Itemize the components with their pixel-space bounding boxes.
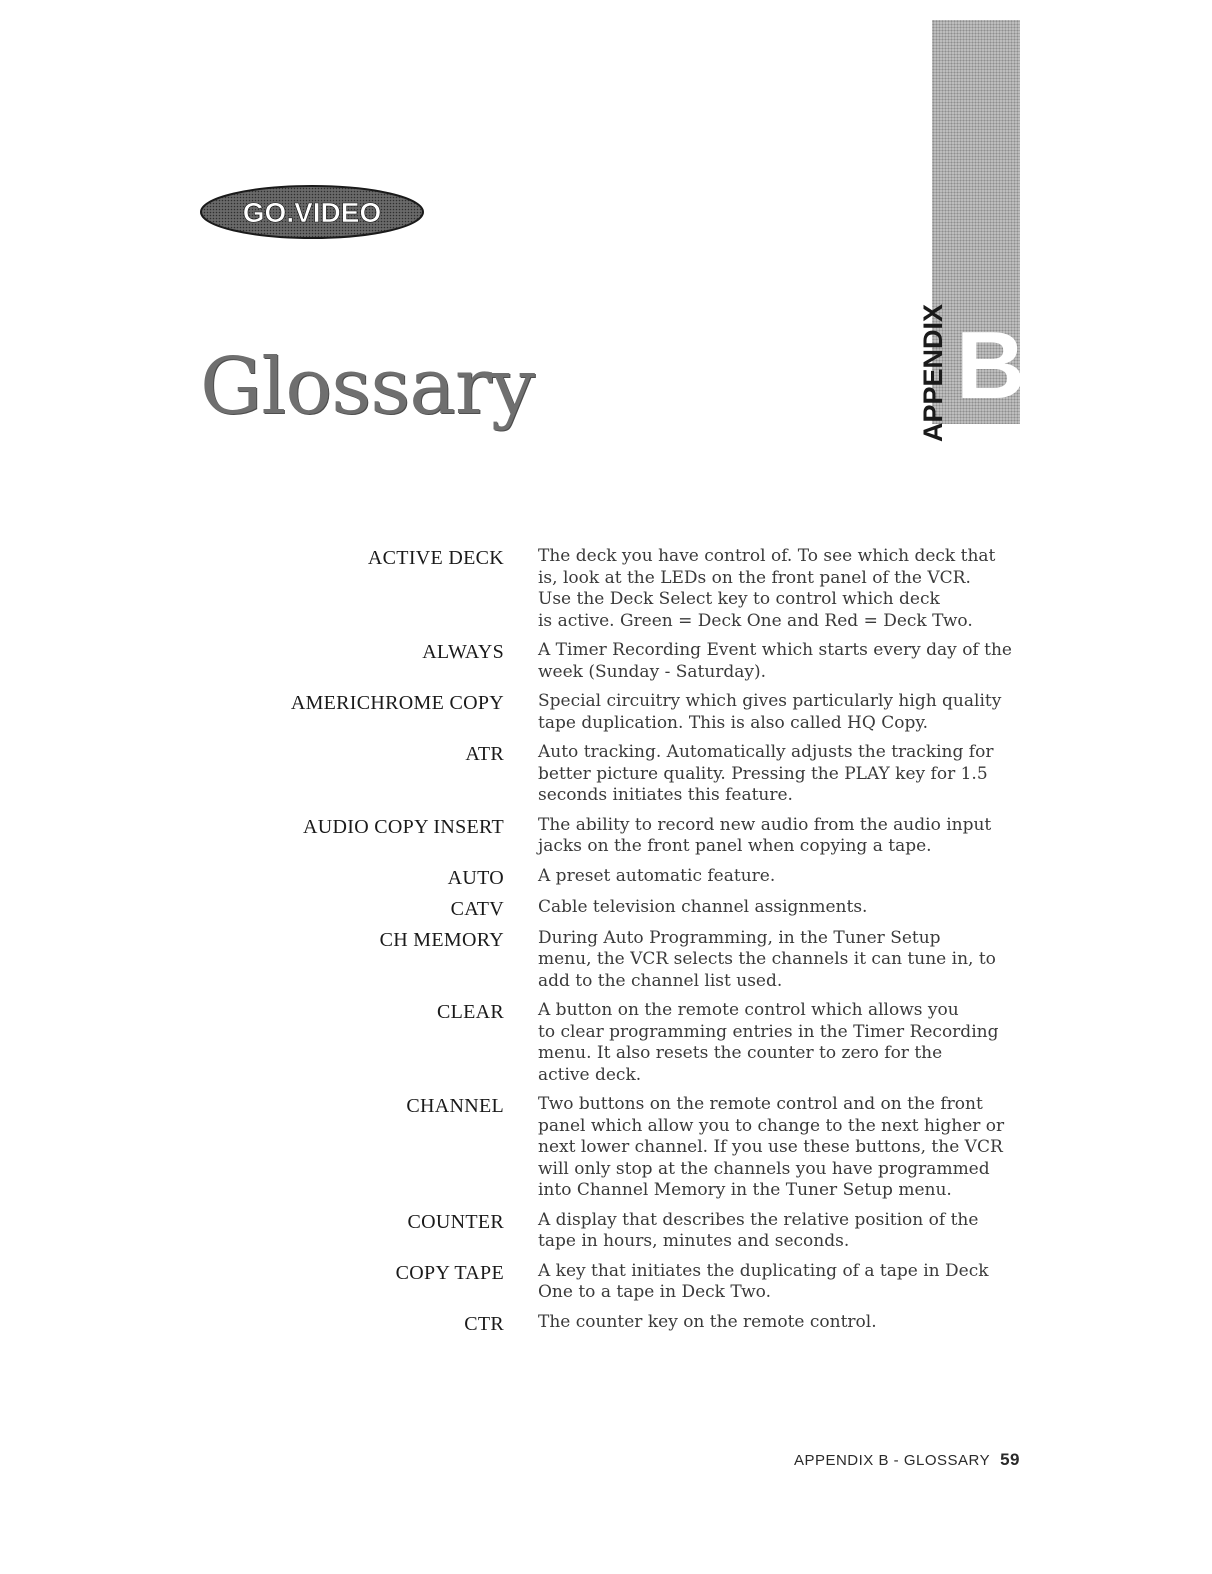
glossary-entry (200, 640, 1040, 683)
glossary-definition: A button on the remote control which allows you to clear programming entries in the Timer Recording menu. It also resets the counter to zero for the active deck. (538, 1000, 999, 1085)
glossary-definition: The deck you have control of. To see which deck that is, look at the LEDs on the front panel of the VCR. Use the Deck Select key to control which deck is active. Green = Deck One and Red = Deck Two. (538, 546, 996, 631)
glossary-definition: A preset automatic feature. (538, 865, 776, 886)
glossary-definition: A display that describes the relative position of the tape in hours, minutes and seconds. (538, 1209, 979, 1251)
glossary-term: AMERICHROME COPY (290, 692, 504, 714)
glossary-entry (200, 691, 1040, 734)
go-video-logo-graphic (200, 184, 424, 240)
glossary-definition: Cable television channel assignments. (538, 896, 868, 917)
glossary-definition: The ability to record new audio from the audio input jacks on the front panel when copying a tape. (538, 814, 992, 856)
glossary-definition: A key that initiates the duplicating of a tape in Deck One to a tape in Deck Two. (538, 1260, 989, 1302)
glossary-term: CLEAR (436, 1001, 504, 1023)
page-footer (794, 1450, 1020, 1470)
footer-label: APPENDIX B - GLOSSARY (793, 1452, 991, 1469)
glossary-term: ALWAYS (422, 641, 504, 663)
glossary-definition: The counter key on the remote control. (538, 1311, 877, 1332)
glossary-entry (200, 546, 1040, 632)
glossary-term: CHANNEL (406, 1095, 504, 1117)
glossary-definition: A Timer Recording Event which starts every day of the week (Sunday - Saturday). (538, 640, 1012, 682)
glossary-term: CH MEMORY (379, 928, 504, 951)
glossary-term: AUDIO COPY INSERT (303, 815, 504, 838)
glossary-list (200, 546, 1040, 1343)
page-number: 59 (1000, 1450, 1020, 1469)
glossary-entry (200, 1094, 1040, 1202)
glossary-term: AUTO (447, 866, 504, 889)
glossary-entry (200, 1312, 1040, 1335)
glossary-entry (200, 815, 1040, 858)
glossary-entry (200, 1261, 1040, 1304)
glossary-definition: Special circuitry which gives particularly high quality tape duplication. This is also called HQ Copy. (538, 691, 1002, 733)
glossary-term: CTR (464, 1312, 504, 1335)
glossary-definition: Two buttons on the remote control and on the front panel which allow you to change to the next higher or next lower channel. If you use these buttons, the VCR will only stop at the channels you have programmed into Channel Memory in the Tuner Setup menu. (538, 1094, 1005, 1200)
glossary-entry (200, 928, 1040, 993)
glossary-definition: Auto tracking. Automatically adjusts the tracking for better picture quality. Pressing the PLAY key for 1.5 seconds initiates this feature. (538, 742, 994, 805)
go-video-logo (200, 184, 424, 240)
glossary-entry (200, 742, 1040, 807)
glossary-term: CATV (450, 897, 504, 920)
glossary-term: ACTIVE DECK (367, 547, 504, 569)
glossary-term: COUNTER (407, 1210, 504, 1233)
glossary-entry (200, 897, 1040, 920)
glossary-term: ATR (465, 743, 504, 765)
logo-text: GO.VIDEO (242, 197, 382, 228)
appendix-label: APPENDIX (918, 303, 948, 443)
glossary-entry (200, 1210, 1040, 1253)
appendix-letter: B (956, 312, 1026, 419)
glossary-term: COPY TAPE (395, 1261, 504, 1284)
glossary-definition: During Auto Programming, in the Tuner Setup menu, the VCR selects the channels it can tune in, to add to the channel list used. (538, 927, 996, 991)
page-title: Glossary (200, 342, 535, 432)
glossary-entry (200, 1000, 1040, 1086)
glossary-entry (200, 866, 1040, 889)
